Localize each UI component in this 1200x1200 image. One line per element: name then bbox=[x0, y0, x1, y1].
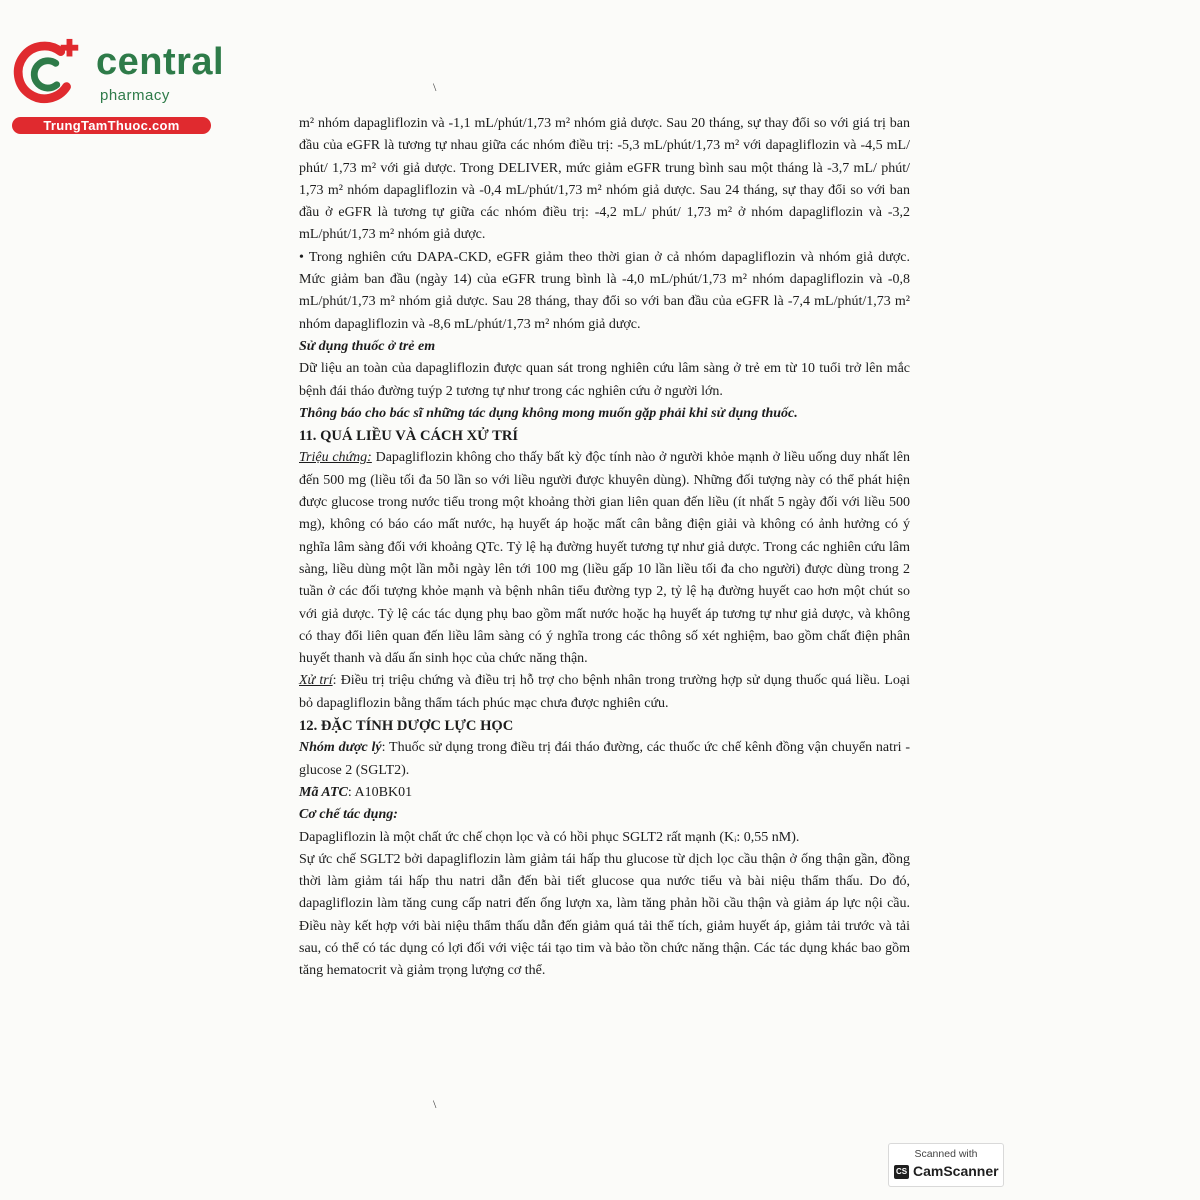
atc-value: : A10BK01 bbox=[347, 784, 413, 800]
pharm-group-label: Nhóm dược lý bbox=[299, 740, 382, 756]
brand-name: central bbox=[96, 41, 225, 83]
scan-mark-top: \ bbox=[433, 80, 437, 94]
paragraph-dapa-ckd: • Trong nghiên cứu DAPA-CKD, eGFR giảm theo thời gian ở cả nhóm dapagliflozin và nhóm giả dược. Mức giảm ban đầu (ngày 14) của eGFR trung bình là -4,0 mL/phút/1,73 m² nhóm dapagliflozin và -0,8 mL/phút/1,73 m² nhóm giả dược. Sau 28 tháng, thay đổi so với ban đầu của eGFR là -7,4 mL/phút/1,73 m² nhóm dapagliflozin và -8,6 mL/phút/1,73 m² nhóm giả dược. bbox=[299, 249, 910, 332]
pharm-group-text: : Thuốc sử dụng trong điều trị đái tháo đường, các thuốc ức chế kênh đồng vận chuyển natri - glucose 2 (SGLT2). bbox=[299, 740, 910, 778]
brand-website: TrungTamThuoc.com bbox=[12, 117, 211, 134]
scan-mark-bottom: \ bbox=[433, 1097, 437, 1111]
mechanism-heading: Cơ chế tác dụng: bbox=[299, 807, 398, 823]
paragraph-egfr-deliver: m² nhóm dapagliflozin và -1,1 mL/phút/1,73 m² nhóm giả dược. Sau 20 tháng, sự thay đổi so với giá trị ban đầu của eGFR là tương tự nhau giữa các nhóm điều trị: -5,3 mL/phút/1,73 m² với dapagliflozin và -4,5 mL/ phút/ 1,73 m² với giả dược. Trong DELIVER, mức giảm eGFR trung bình sau một tháng là -3,7 mL/ phút/ 1,73 m² nhóm dapagliflozin và -0,4 mL/phút/1,73 m² nhóm giả dược. Sau 24 tháng, sự thay đổi so với ban đầu ở eGFR là tương tự giữa các nhóm điều trị: -4,2 mL/ phút/ 1,73 m² ở nhóm dapagliflozin và -3,2 mL/phút/1,73 m² nhóm giả dược. bbox=[299, 116, 910, 243]
pharm-group-paragraph bbox=[299, 737, 910, 782]
treatment-label: Xử trí bbox=[299, 673, 333, 689]
pediatric-heading: Sử dụng thuốc ở trẻ em bbox=[299, 338, 436, 354]
central-pharmacy-logo-icon bbox=[10, 36, 88, 114]
brand-logo bbox=[10, 36, 225, 136]
notify-doctor-note: Thông báo cho bác sĩ những tác dụng không mong muốn gặp phải khi sử dụng thuốc. bbox=[299, 405, 798, 421]
section-12-title: 12. ĐẶC TÍNH DƯỢC LỰC HỌC bbox=[299, 718, 514, 735]
brand-subtitle: pharmacy bbox=[100, 87, 170, 104]
symptoms-label: Triệu chứng: bbox=[299, 450, 372, 466]
treatment-paragraph bbox=[299, 670, 910, 715]
atc-label: Mã ATC bbox=[299, 784, 348, 800]
camscanner-icon: CS bbox=[894, 1165, 909, 1179]
atc-paragraph bbox=[299, 782, 910, 804]
scanned-with-label: Scanned with bbox=[914, 1148, 978, 1160]
camscanner-brand: CamScanner bbox=[913, 1163, 999, 1179]
mechanism-paragraph-1: Dapagliflozin là một chất ức chế chọn lọc và có hồi phục SGLT2 rất mạnh (Kᵢ: 0,55 nM). bbox=[299, 829, 800, 845]
treatment-text: : Điều trị triệu chứng và điều trị hỗ trợ cho bệnh nhân trong trường hợp sử dụng thuốc quá liều. Loại bỏ dapagliflozin bằng thẩm tách phúc mạc chưa được nghiên cứu. bbox=[299, 673, 910, 711]
pediatric-text: Dữ liệu an toàn của dapagliflozin được quan sát trong nghiên cứu lâm sàng ở trẻ em từ 10 tuổi trở lên mắc bệnh đái tháo đường tuýp 2 tương tự như trong các nghiên cứu ở người lớn. bbox=[299, 361, 910, 399]
symptoms-text: Dapagliflozin không cho thấy bất kỳ độc tính nào ở người khỏe mạnh ở liều uống duy nhất lên đến 500 mg (liều tối đa 50 lần so với liều người được khuyên dùng). Những đối tượng này có thể phát hiện được glucose trong nước tiểu trong một khoảng thời gian liên quan đến liều (ít nhất 5 ngày đối với liều 500 mg), không có báo cáo mất nước, hạ huyết áp hoặc mất cân bằng điện giải và không có ảnh hưởng có ý nghĩa lâm sàng đối với khoảng QTc. Tỷ lệ hạ đường huyết tương tự như giả dược. Trong các nghiên cứu lâm sàng, liều dùng một lần mỗi ngày lên tới 100 mg (liều gấp 10 lần liều tối đa cho người) được dùng trong 2 tuần ở các đối tượng khỏe mạnh và bệnh nhân tiểu đường typ 2, tỷ lệ hạ đường huyết cao hơn một chút so với giả dược. Tỷ lệ các tác dụng phụ bao gồm mất nước hoặc hạ huyết áp tương tự như giả dược, và không có thay đổi liên quan đến liều lâm sàng có ý nghĩa trong các thông số xét nghiệm, bao gồm chất điện phân huyết thanh và dấu ấn sinh học của chức năng thận. bbox=[299, 450, 911, 667]
camscanner-watermark bbox=[888, 1143, 1004, 1187]
document-body bbox=[299, 113, 910, 983]
mechanism-paragraph-2: Sự ức chế SGLT2 bởi dapagliflozin làm giảm tái hấp thu glucose từ dịch lọc cầu thận ở ống thận gần, đồng thời làm giảm tái hấp thu natri dẫn đến bài tiết glucose qua nước tiểu và bài niệu thẩm thấu. Do đó, dapagliflozin làm tăng cung cấp natri đến ống lượn xa, làm tăng phản hồi cầu thận và giảm áp lực nội cầu. Điều này kết hợp với bài niệu thẩm thấu dẫn đến giảm quá tải thể tích, giảm huyết áp, giảm tải trước và tải sau, có thể có tác dụng có lợi đối với việc tái tạo tim và bảo tồn chức năng thận. Các tác dụng khác bao gồm tăng hematocrit và giảm trọng lượng cơ thể. bbox=[299, 851, 910, 979]
symptoms-paragraph bbox=[299, 447, 910, 670]
section-11-title: 11. QUÁ LIỀU VÀ CÁCH XỬ TRÍ bbox=[299, 428, 519, 445]
